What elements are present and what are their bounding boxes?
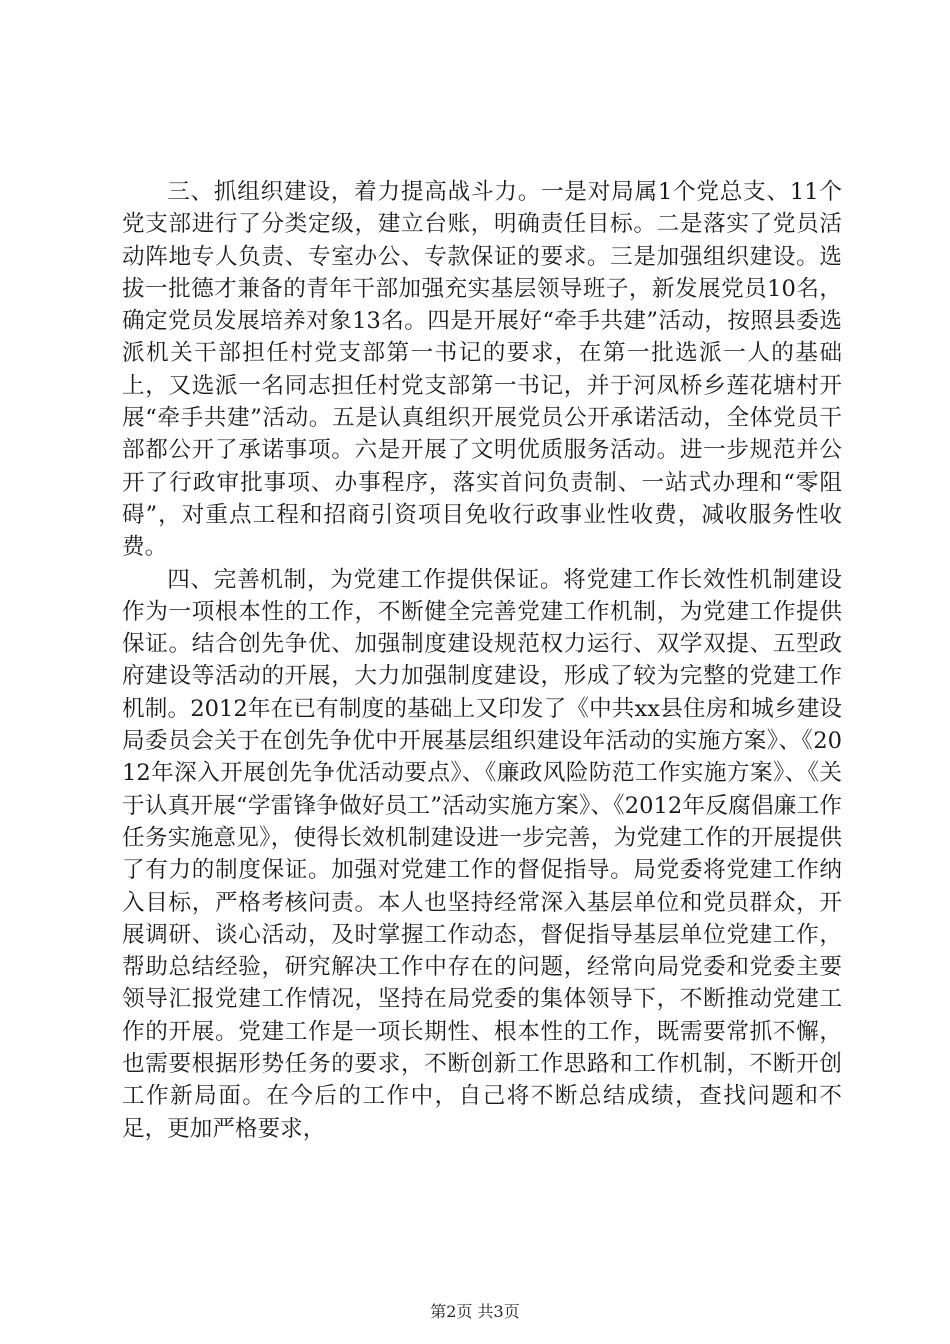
page-footer bbox=[0, 1302, 950, 1322]
paragraph-organization-building: 三、抓组织建设，着力提高战斗力。一是对局属1个党总支、11个党支部进行了分类定级，建立台账，明确责任目标。二是落实了党员活动阵地专人负责、专室办公、专款保证的要求。三是加强组织建设。选拔一批德才兼备的青年干部加强充实基层领导班子，新发展党员10名，确定党员发展培养对象13名。四是开展好“牵手共建”活动，按照县委选派机关干部担任村党支部第一书记的要求，在第一批选派一人的基础上，又选派一名同志担任村党支部第一书记，并于河凤桥乡莲花塘村开展“牵手共建”活动。五是认真组织开展党员公开承诺活动，全体党员干部都公开了承诺事项。六是开展了文明优质服务活动。进一步规范并公开了行政审批事项、办事程序，落实首问负责制、一站式办理和“零阻碍”，对重点工程和招商引资项目免收行政事业性收费，减收服务性收费。 bbox=[122, 179, 842, 561]
paragraph-mechanism-improvement: 四、完善机制，为党建工作提供保证。将党建工作长效性机制建设作为一项根本性的工作，不断健全完善党建工作机制，为党建工作提供保证。结合创先争优、加强制度建设规范权力运行、双学双提、五型政府建设等活动的开展，大力加强制度建设，形成了较为完整的党建工作机制。2012年在已有制度的基础上又印发了《中共xx县住房和城乡建设局委员会关于在创先争优中开展基层组织建设年活动的实施方案》、《2012年深入开展创先争优活动要点》、《廉政风险防范工作实施方案》、《关于认真开展“学雷锋争做好员工”活动实施方案》、《2012年反腐倡廉工作任务实施意见》，使得长效机制建设进一步完善，为党建工作的开展提供了有力的制度保证。加强对党建工作的督促指导。局党委将党建工作纳入目标，严格考核问责。本人也坚持经常深入基层单位和党员群众，开展调研、谈心活动，及时掌握工作动态，督促指导基层单位党建工作，帮助总结经验，研究解决工作中存在的问题，经常向局党委和党委主要领导汇报党建工作情况，坚持在局党委的集体领导下，不断推动党建工作的开展。党建工作是一项长期性、根本性的工作，既需要常抓不懈，也需要根据形势任务的要求，不断创新工作思路和工作机制，不断开创工作新局面。在今后的工作中，自己将不断总结成绩，查找问题和不足，更加严格要求， bbox=[122, 566, 842, 1142]
document-body bbox=[122, 176, 842, 1145]
page-number-label: 第2页 共3页 bbox=[430, 1302, 520, 1321]
